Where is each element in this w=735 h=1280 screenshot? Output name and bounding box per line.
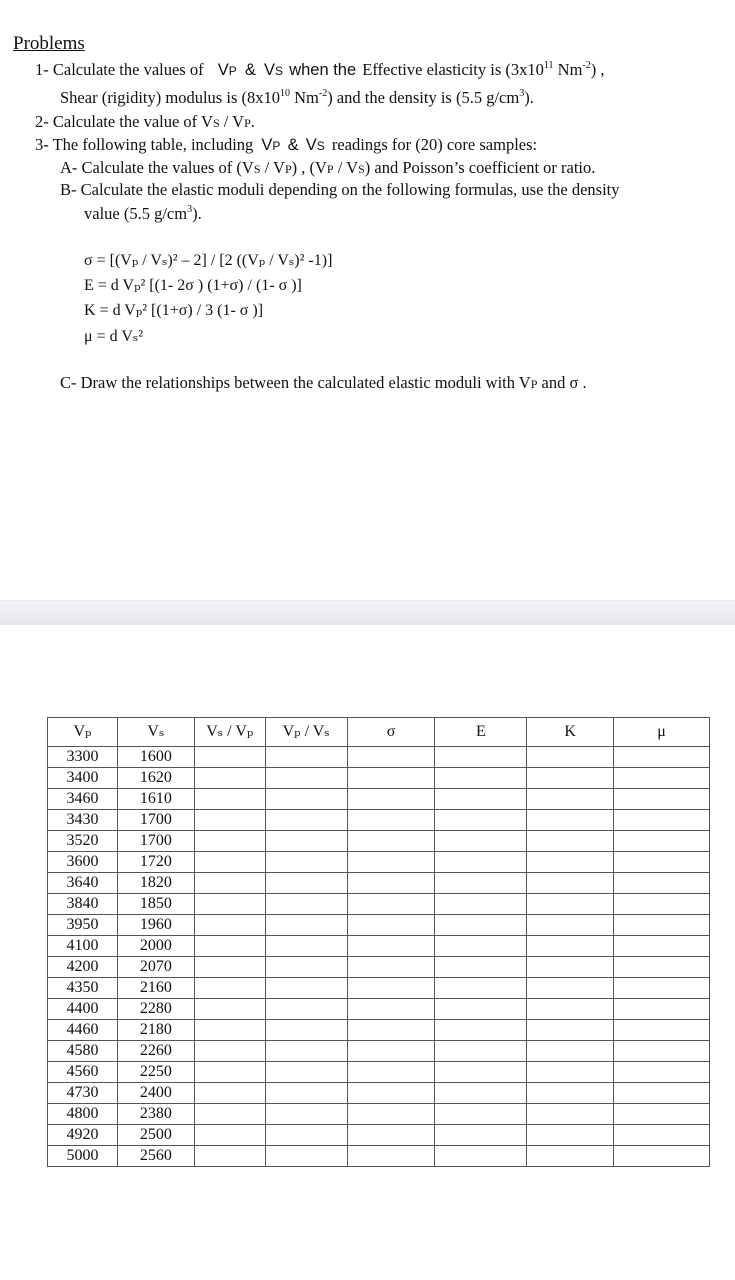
empty-cell [614,1062,710,1083]
vs-cell: 2400 [117,1083,194,1104]
table-row [48,810,710,831]
empty-cell [435,915,527,936]
empty-cell [347,1020,435,1041]
subscript: S [253,162,261,176]
empty-cell [194,1146,265,1167]
table-row [48,873,710,894]
empty-cell [265,1125,347,1146]
vp-cell: 4460 [48,1020,118,1041]
part-c [60,373,587,393]
table-row [48,936,710,957]
empty-cell [194,978,265,999]
empty-cell [347,831,435,852]
formula-sigma: σ = [(Vₚ / Vₛ)² – 2] / [2 ((Vₚ / Vₛ)² -1)] [84,252,333,269]
empty-cell [614,831,710,852]
vp-cell: 3640 [48,873,118,894]
empty-cell [435,936,527,957]
problem-1-when-the: when the [289,61,357,79]
table-header-cell: Vₛ / Vₚ [194,718,265,747]
empty-cell [265,894,347,915]
page-separator [0,600,735,626]
empty-cell [527,810,614,831]
empty-cell [194,1104,265,1125]
vs-cell: 2070 [117,957,194,978]
empty-cell [347,1083,435,1104]
unit-exponent: -2 [582,60,591,71]
density-value: value (5.5 g/cm [84,204,188,223]
vs-cell: 1700 [117,831,194,852]
empty-cell [527,957,614,978]
empty-cell [194,789,265,810]
part-a-text: / V [333,158,359,177]
empty-cell [614,915,710,936]
empty-cell [527,1062,614,1083]
empty-cell [435,1041,527,1062]
empty-cell [614,894,710,915]
table-row [48,1020,710,1041]
empty-cell [194,1125,265,1146]
vp-cell: 4350 [48,978,118,999]
empty-cell [265,852,347,873]
empty-cell [265,831,347,852]
document-page-top [0,0,735,600]
vs-cell: 1820 [117,873,194,894]
empty-cell [614,999,710,1020]
vp-cell: 3400 [48,768,118,789]
empty-cell [194,747,265,768]
empty-cell [527,936,614,957]
vs-cell: 2280 [117,999,194,1020]
empty-cell [527,1020,614,1041]
empty-cell [614,978,710,999]
problem-1-text: 1- Calculate the values of [35,60,204,79]
empty-cell [194,999,265,1020]
empty-cell [347,747,435,768]
table-header-cell: Vₚ / Vₛ [265,718,347,747]
problem-2-text: 2- Calculate the value of V [35,112,213,131]
empty-cell [614,1083,710,1104]
vp-cell: 3300 [48,747,118,768]
vs-cell: 2250 [117,1062,194,1083]
vs-cell: 1700 [117,810,194,831]
empty-cell [614,1125,710,1146]
empty-cell [194,831,265,852]
table-row [48,957,710,978]
page-title: Problems [13,33,85,54]
empty-cell [614,1020,710,1041]
empty-cell [527,1146,614,1167]
vs-cell: 2260 [117,1041,194,1062]
empty-cell [347,1125,435,1146]
vs-cell: 2560 [117,1146,194,1167]
vp-cell: 4560 [48,1062,118,1083]
empty-cell [265,873,347,894]
vp-subscript: P [272,139,281,153]
table-row [48,894,710,915]
problem-1-line-2 [60,88,534,108]
empty-cell [194,873,265,894]
table-row [48,915,710,936]
empty-cell [435,894,527,915]
table-row [48,789,710,810]
empty-cell [527,873,614,894]
part-a [60,158,595,178]
table-header-cell: E [435,718,527,747]
vp-subscript: P [228,64,237,78]
empty-cell [265,789,347,810]
empty-cell [614,957,710,978]
vs-symbol [264,61,283,79]
vs-cell: 2500 [117,1125,194,1146]
empty-cell [265,1083,347,1104]
problem-1-elasticity: Effective elasticity is (3x10 [362,60,544,79]
vp-cell: 4800 [48,1104,118,1125]
shear-modulus-text: Shear (rigidity) modulus is (8x10 [60,88,280,107]
formula-k: K = d Vₚ² [(1+σ) / 3 (1- σ )] [84,302,264,319]
table-row [48,1041,710,1062]
empty-cell [265,936,347,957]
empty-cell [527,1083,614,1104]
vs-cell: 2380 [117,1104,194,1125]
empty-cell [265,810,347,831]
empty-cell [265,978,347,999]
empty-cell [347,915,435,936]
unit-nm: Nm [553,60,583,79]
subscript: S [358,162,365,176]
vp-cell: 4100 [48,936,118,957]
vp-cell: 4730 [48,1083,118,1104]
empty-cell [194,894,265,915]
vp-symbol [261,136,280,154]
problem-3 [35,135,537,155]
vp-cell: 4920 [48,1125,118,1146]
empty-cell [435,768,527,789]
part-a-text: ) and Poisson’s coefficient or ratio. [364,158,596,177]
empty-cell [527,768,614,789]
exponent-3: 3 [519,88,525,99]
vp-letter: V [217,61,229,79]
vs-cell: 2160 [117,978,194,999]
vp-cell: 4200 [48,957,118,978]
empty-cell [614,789,710,810]
vp-cell: 3460 [48,789,118,810]
s-subscript: S [212,116,220,130]
table-header-cell: σ [347,718,435,747]
vs-cell: 1960 [117,915,194,936]
empty-cell [194,936,265,957]
empty-cell [265,1020,347,1041]
empty-cell [194,852,265,873]
empty-cell [194,1041,265,1062]
table-row [48,1062,710,1083]
formula-mu: μ = d Vₛ² [84,328,144,345]
empty-cell [194,1020,265,1041]
subscript: P [284,162,292,176]
problem-2 [35,112,255,132]
empty-cell [194,810,265,831]
empty-cell [194,1083,265,1104]
problem-1-line-2-end: ). [524,88,534,107]
empty-cell [614,852,710,873]
empty-cell [194,915,265,936]
table-row [48,1125,710,1146]
empty-cell [435,1020,527,1041]
empty-cell [527,747,614,768]
table-header-cell: μ [614,718,710,747]
empty-cell [194,768,265,789]
problem-1-line-1 [35,60,605,80]
problem-3-text: 3- The following table, including [35,135,254,154]
table-row [48,747,710,768]
empty-cell [347,873,435,894]
vp-cell: 3950 [48,915,118,936]
vp-cell: 5000 [48,1146,118,1167]
empty-cell [347,768,435,789]
part-a-text: ) , (V [291,158,327,177]
period: . [250,112,255,131]
ampersand: & [244,61,256,79]
p-subscript: P [530,377,538,391]
exponent-10: 10 [279,88,290,99]
empty-cell [435,789,527,810]
table-header-cell: K [527,718,614,747]
vp-cell: 4400 [48,999,118,1020]
density-text: ) and the density is (5.5 g/cm [327,88,520,107]
empty-cell [265,1062,347,1083]
empty-cell [265,999,347,1020]
vs-letter: V [305,136,317,154]
table-row [48,1104,710,1125]
empty-cell [435,747,527,768]
empty-cell [614,1104,710,1125]
empty-cell [614,873,710,894]
empty-cell [347,957,435,978]
empty-cell [614,810,710,831]
vp-symbol [218,61,237,79]
empty-cell [347,852,435,873]
empty-cell [347,999,435,1020]
empty-cell [527,1104,614,1125]
unit-exponent: -2 [318,88,328,99]
vs-cell: 1620 [117,768,194,789]
empty-cell [614,1146,710,1167]
vs-cell: 1600 [117,747,194,768]
empty-cell [347,978,435,999]
empty-cell [435,1146,527,1167]
part-a-text: / V [260,158,285,177]
part-b-line-1: B- Calculate the elastic moduli depending on the following formulas, use the density [60,180,620,199]
empty-cell [265,957,347,978]
vs-letter: V [264,61,276,79]
empty-cell [527,852,614,873]
ampersand: & [287,136,299,154]
empty-cell [527,789,614,810]
empty-cell [527,915,614,936]
problem-3-readings-text: readings for (20) core samples: [331,135,538,154]
p-subscript: P [244,116,251,130]
vp-cell: 3430 [48,810,118,831]
problem-1-line-1-end: ) , [590,60,605,79]
part-c-end: and σ . [537,373,587,392]
vp-letter: V [261,136,273,154]
empty-cell [435,831,527,852]
table-row [48,768,710,789]
table-row [48,978,710,999]
vp-cell: 4580 [48,1041,118,1062]
table-row [48,831,710,852]
empty-cell [527,1125,614,1146]
empty-cell [194,957,265,978]
empty-cell [435,852,527,873]
vs-subscript: S [316,139,325,153]
table-row [48,852,710,873]
vs-cell: 2180 [117,1020,194,1041]
part-a-text: A- Calculate the values of (V [60,158,254,177]
empty-cell [265,747,347,768]
empty-cell [614,936,710,957]
empty-cell [435,1125,527,1146]
empty-cell [435,1104,527,1125]
vs-subscript: S [275,64,284,78]
subscript: P [326,162,334,176]
vs-symbol [306,136,325,154]
empty-cell [347,810,435,831]
empty-cell [265,768,347,789]
empty-cell [435,1083,527,1104]
unit-nm: Nm [289,88,319,107]
empty-cell [614,768,710,789]
vs-cell: 1720 [117,852,194,873]
empty-cell [265,1041,347,1062]
empty-cell [527,999,614,1020]
empty-cell [527,978,614,999]
empty-cell [527,831,614,852]
part-b-end: ). [192,204,202,223]
vp-cell: 3840 [48,894,118,915]
table-header-row [48,718,710,747]
vp-cell: 3520 [48,831,118,852]
empty-cell [614,747,710,768]
empty-cell [265,1146,347,1167]
empty-cell [347,894,435,915]
slash-v: / V [219,112,245,131]
vs-cell: 1610 [117,789,194,810]
table-header-cell: Vₛ [117,718,194,747]
exponent-3: 3 [187,204,193,215]
table-header-cell: Vₚ [48,718,118,747]
empty-cell [614,1041,710,1062]
part-b-line-2 [84,204,202,224]
formula-e: E = d Vₚ² [(1- 2σ ) (1+σ) / (1- σ )] [84,277,302,294]
empty-cell [435,873,527,894]
empty-cell [347,1062,435,1083]
empty-cell [265,915,347,936]
empty-cell [347,1104,435,1125]
empty-cell [347,1146,435,1167]
table-row [48,1146,710,1167]
empty-cell [347,936,435,957]
table-row [48,999,710,1020]
empty-cell [435,999,527,1020]
table-row [48,1083,710,1104]
vs-cell: 2000 [117,936,194,957]
readings-table [47,717,710,1167]
empty-cell [435,978,527,999]
empty-cell [347,1041,435,1062]
empty-cell [265,1104,347,1125]
empty-cell [347,789,435,810]
empty-cell [435,957,527,978]
part-c-text: C- Draw the relationships between the calculated elastic moduli with V [60,373,531,392]
vs-cell: 1850 [117,894,194,915]
empty-cell [527,1041,614,1062]
empty-cell [435,810,527,831]
empty-cell [435,1062,527,1083]
exponent-11: 11 [543,60,554,71]
empty-cell [527,894,614,915]
vp-cell: 3600 [48,852,118,873]
empty-cell [194,1062,265,1083]
